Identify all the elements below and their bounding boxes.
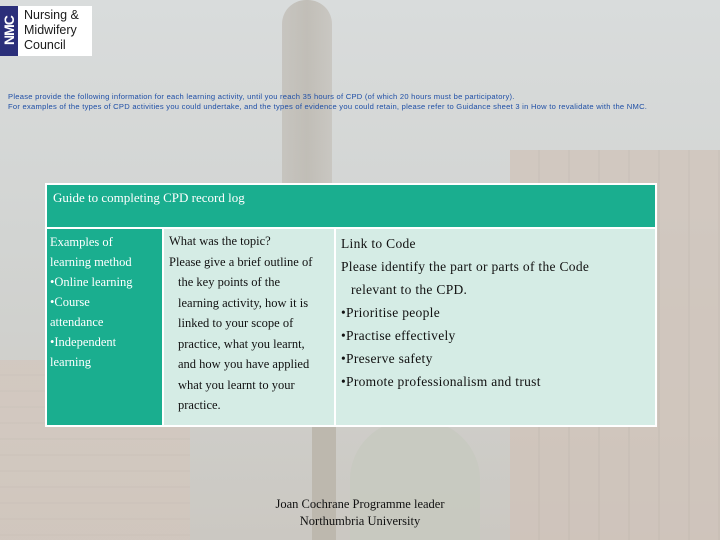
col1-line: learning method bbox=[50, 255, 132, 269]
col2-line: and how you have applied bbox=[178, 357, 310, 371]
logo-line-3: Council bbox=[24, 38, 66, 52]
cpd-guide-table bbox=[45, 183, 657, 427]
col1-line: •Independent bbox=[50, 335, 117, 349]
intro-line-1: Please provide the following information for each learning activity, until you reach 35 hours of CPD (of which 20 hours must be participatory). bbox=[8, 92, 515, 101]
col2-line: linked to your scope of bbox=[178, 316, 294, 330]
col3-line: Link to Code bbox=[341, 236, 416, 251]
col2-line: practice, what you learnt, bbox=[178, 336, 305, 351]
col2-line: what you learnt to your bbox=[178, 377, 295, 392]
logo-line-2: Midwifery bbox=[24, 23, 77, 37]
topic-cell bbox=[164, 229, 334, 425]
col3-line: •Practise effectively bbox=[341, 328, 456, 343]
nmc-logo-text bbox=[18, 6, 79, 53]
col2-line: the key points of the bbox=[178, 275, 281, 289]
col3-line: Please identify the part or parts of the Code bbox=[341, 259, 590, 274]
col2-line: learning activity, how it is bbox=[178, 295, 309, 310]
col2-line: Please give a brief outline of bbox=[169, 254, 313, 269]
nmc-logo-mark: NMC bbox=[0, 6, 18, 56]
col3-line: •Promote professionalism and trust bbox=[341, 374, 541, 389]
code-link-cell bbox=[336, 229, 655, 425]
presenter-name: Joan Cochrane Programme leader bbox=[275, 497, 445, 511]
col3-line: relevant to the CPD. bbox=[351, 282, 468, 297]
presenter-institution: Northumbria University bbox=[299, 514, 421, 528]
intro-text bbox=[8, 92, 698, 112]
col3-line: •Preserve safety bbox=[341, 351, 433, 366]
col2-line: practice. bbox=[178, 398, 221, 412]
learning-method-cell bbox=[47, 229, 162, 425]
nmc-logo bbox=[0, 6, 92, 56]
col1-line: attendance bbox=[50, 315, 104, 329]
logo-line-1: Nursing & bbox=[24, 8, 79, 22]
table-title: Guide to completing CPD record log bbox=[47, 185, 655, 227]
intro-line-2: For examples of the types of CPD activities you could undertake, and the types of evidence you could retain, please refer to Guidance sheet 3 in How to revalidate with the NMC. bbox=[8, 102, 648, 111]
col1-line: •Online learning bbox=[50, 275, 133, 289]
col1-line: •Course bbox=[50, 295, 90, 309]
col1-line: learning bbox=[50, 355, 91, 369]
table-row bbox=[47, 229, 655, 425]
col1-line: Examples of bbox=[50, 235, 113, 249]
presenter-credit bbox=[230, 496, 490, 530]
col2-line: What was the topic? bbox=[169, 234, 271, 248]
col3-line: •Prioritise people bbox=[341, 305, 440, 320]
